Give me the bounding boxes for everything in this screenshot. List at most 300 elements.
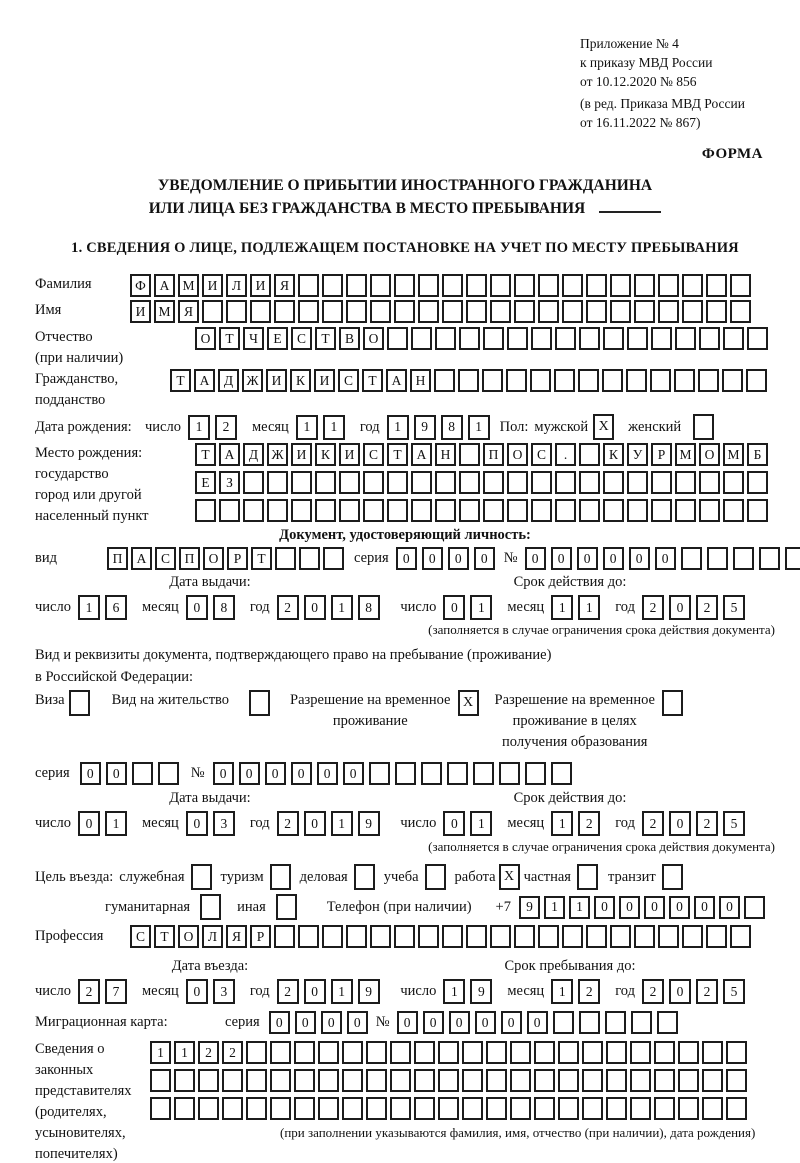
char-cell[interactable] xyxy=(411,499,432,522)
date-day-cell[interactable]: 1 xyxy=(188,415,210,440)
date-month-cell[interactable]: 1 xyxy=(551,979,573,1004)
char-cell[interactable] xyxy=(699,499,720,522)
char-cell[interactable]: 0 xyxy=(106,762,127,785)
char-cell[interactable]: 0 xyxy=(239,762,260,785)
date-day-cell[interactable]: 1 xyxy=(105,811,127,836)
char-cell[interactable] xyxy=(534,1041,555,1064)
char-cell[interactable] xyxy=(785,547,800,570)
char-cell[interactable] xyxy=(579,443,600,466)
char-cell[interactable] xyxy=(605,1011,626,1034)
char-cell[interactable]: 0 xyxy=(396,547,417,570)
char-cell[interactable]: И xyxy=(266,369,287,392)
char-cell[interactable] xyxy=(674,369,695,392)
char-cell[interactable] xyxy=(438,1097,459,1120)
char-cell[interactable] xyxy=(699,471,720,494)
char-cell[interactable] xyxy=(387,327,408,350)
char-cell[interactable] xyxy=(387,499,408,522)
char-cell[interactable] xyxy=(243,499,264,522)
char-cell[interactable]: Е xyxy=(267,327,288,350)
char-cell[interactable] xyxy=(733,547,754,570)
char-cell[interactable] xyxy=(174,1069,195,1092)
char-cell[interactable] xyxy=(730,274,751,297)
char-cell[interactable] xyxy=(486,1041,507,1064)
date-year-cell[interactable]: 9 xyxy=(414,415,436,440)
char-cell[interactable]: А xyxy=(219,443,240,466)
char-cell[interactable] xyxy=(603,327,624,350)
date-day-cell[interactable]: 2 xyxy=(78,979,100,1004)
char-cell[interactable] xyxy=(678,1069,699,1092)
char-cell[interactable] xyxy=(299,547,320,570)
char-cell[interactable]: А xyxy=(194,369,215,392)
date-year-cell[interactable]: 2 xyxy=(696,979,718,1004)
char-cell[interactable] xyxy=(586,274,607,297)
char-cell[interactable]: 0 xyxy=(397,1011,418,1034)
char-cell[interactable] xyxy=(553,1011,574,1034)
date-year-cell[interactable]: 5 xyxy=(723,595,745,620)
char-cell[interactable] xyxy=(483,471,504,494)
char-cell[interactable]: Ж xyxy=(242,369,263,392)
char-cell[interactable] xyxy=(730,300,751,323)
char-cell[interactable] xyxy=(459,499,480,522)
char-cell[interactable] xyxy=(579,499,600,522)
char-cell[interactable] xyxy=(610,925,631,948)
date-month-cell[interactable]: 1 xyxy=(551,811,573,836)
char-cell[interactable] xyxy=(602,369,623,392)
char-cell[interactable]: Р xyxy=(250,925,271,948)
char-cell[interactable]: 0 xyxy=(265,762,286,785)
char-cell[interactable]: М xyxy=(154,300,175,323)
char-cell[interactable]: С xyxy=(155,547,176,570)
char-cell[interactable] xyxy=(702,1069,723,1092)
date-year-cell[interactable]: 1 xyxy=(331,595,353,620)
char-cell[interactable]: 0 xyxy=(719,896,740,919)
char-cell[interactable] xyxy=(759,547,780,570)
char-cell[interactable] xyxy=(579,327,600,350)
char-cell[interactable] xyxy=(610,300,631,323)
char-cell[interactable] xyxy=(514,925,535,948)
char-cell[interactable]: З xyxy=(219,471,240,494)
char-cell[interactable] xyxy=(414,1097,435,1120)
char-cell[interactable]: И xyxy=(202,274,223,297)
purpose-transit-checkbox[interactable] xyxy=(662,864,683,890)
char-cell[interactable]: 1 xyxy=(569,896,590,919)
date-day-cell[interactable]: 0 xyxy=(443,595,465,620)
char-cell[interactable] xyxy=(634,300,655,323)
char-cell[interactable] xyxy=(390,1069,411,1092)
char-cell[interactable]: 0 xyxy=(694,896,715,919)
char-cell[interactable] xyxy=(226,300,247,323)
char-cell[interactable]: 1 xyxy=(150,1041,171,1064)
char-cell[interactable]: 9 xyxy=(519,896,540,919)
char-cell[interactable] xyxy=(339,471,360,494)
date-year-cell[interactable]: 2 xyxy=(277,595,299,620)
char-cell[interactable]: 0 xyxy=(525,547,546,570)
date-month-cell[interactable]: 1 xyxy=(578,595,600,620)
char-cell[interactable] xyxy=(654,1069,675,1092)
char-cell[interactable]: П xyxy=(483,443,504,466)
char-cell[interactable]: 0 xyxy=(343,762,364,785)
char-cell[interactable] xyxy=(438,1069,459,1092)
char-cell[interactable]: Ф xyxy=(130,274,151,297)
char-cell[interactable] xyxy=(421,762,442,785)
purpose-business-checkbox[interactable] xyxy=(354,864,375,890)
char-cell[interactable]: Я xyxy=(178,300,199,323)
date-year-cell[interactable]: 2 xyxy=(696,595,718,620)
char-cell[interactable] xyxy=(723,499,744,522)
date-year-cell[interactable]: 2 xyxy=(277,811,299,836)
char-cell[interactable] xyxy=(298,925,319,948)
char-cell[interactable]: . xyxy=(555,443,576,466)
date-month-cell[interactable]: 3 xyxy=(213,811,235,836)
char-cell[interactable] xyxy=(323,547,344,570)
char-cell[interactable] xyxy=(342,1069,363,1092)
char-cell[interactable] xyxy=(678,1041,699,1064)
char-cell[interactable]: Р xyxy=(227,547,248,570)
char-cell[interactable]: 0 xyxy=(619,896,640,919)
char-cell[interactable] xyxy=(682,925,703,948)
char-cell[interactable]: 0 xyxy=(527,1011,548,1034)
char-cell[interactable] xyxy=(246,1041,267,1064)
char-cell[interactable] xyxy=(579,471,600,494)
char-cell[interactable]: Е xyxy=(195,471,216,494)
char-cell[interactable] xyxy=(682,274,703,297)
char-cell[interactable] xyxy=(366,1041,387,1064)
char-cell[interactable] xyxy=(627,327,648,350)
char-cell[interactable] xyxy=(411,471,432,494)
date-year-cell[interactable]: 0 xyxy=(669,595,691,620)
char-cell[interactable] xyxy=(654,1041,675,1064)
char-cell[interactable] xyxy=(650,369,671,392)
char-cell[interactable] xyxy=(418,300,439,323)
char-cell[interactable] xyxy=(318,1041,339,1064)
visa-checkbox[interactable] xyxy=(69,690,90,716)
date-year-cell[interactable]: 2 xyxy=(696,811,718,836)
date-month-cell[interactable]: 2 xyxy=(578,979,600,1004)
char-cell[interactable] xyxy=(294,1097,315,1120)
char-cell[interactable]: И xyxy=(250,274,271,297)
char-cell[interactable] xyxy=(294,1041,315,1064)
char-cell[interactable] xyxy=(510,1097,531,1120)
date-day-cell[interactable]: 0 xyxy=(443,811,465,836)
char-cell[interactable]: К xyxy=(603,443,624,466)
char-cell[interactable]: 0 xyxy=(501,1011,522,1034)
char-cell[interactable] xyxy=(459,471,480,494)
char-cell[interactable] xyxy=(158,762,179,785)
char-cell[interactable] xyxy=(658,925,679,948)
char-cell[interactable]: 0 xyxy=(423,1011,444,1034)
char-cell[interactable] xyxy=(390,1041,411,1064)
char-cell[interactable] xyxy=(562,925,583,948)
date-month-cell[interactable]: 1 xyxy=(296,415,318,440)
char-cell[interactable] xyxy=(558,1097,579,1120)
char-cell[interactable] xyxy=(483,499,504,522)
char-cell[interactable]: П xyxy=(107,547,128,570)
char-cell[interactable]: 2 xyxy=(222,1041,243,1064)
char-cell[interactable]: 0 xyxy=(551,547,572,570)
char-cell[interactable] xyxy=(579,1011,600,1034)
char-cell[interactable] xyxy=(222,1097,243,1120)
char-cell[interactable] xyxy=(486,1069,507,1092)
char-cell[interactable] xyxy=(514,300,535,323)
char-cell[interactable]: О xyxy=(195,327,216,350)
char-cell[interactable] xyxy=(462,1097,483,1120)
char-cell[interactable] xyxy=(270,1069,291,1092)
char-cell[interactable] xyxy=(507,499,528,522)
char-cell[interactable] xyxy=(414,1069,435,1092)
char-cell[interactable]: Л xyxy=(226,274,247,297)
char-cell[interactable] xyxy=(411,327,432,350)
date-year-cell[interactable]: 0 xyxy=(304,595,326,620)
char-cell[interactable]: С xyxy=(291,327,312,350)
char-cell[interactable]: Т xyxy=(387,443,408,466)
date-day-cell[interactable]: 9 xyxy=(470,979,492,1004)
char-cell[interactable] xyxy=(744,896,765,919)
char-cell[interactable] xyxy=(651,327,672,350)
char-cell[interactable]: И xyxy=(291,443,312,466)
char-cell[interactable]: М xyxy=(675,443,696,466)
char-cell[interactable] xyxy=(627,499,648,522)
char-cell[interactable] xyxy=(438,1041,459,1064)
char-cell[interactable] xyxy=(267,499,288,522)
char-cell[interactable] xyxy=(651,499,672,522)
char-cell[interactable] xyxy=(322,925,343,948)
char-cell[interactable] xyxy=(270,1097,291,1120)
char-cell[interactable]: Л xyxy=(202,925,223,948)
date-month-cell[interactable]: 8 xyxy=(213,595,235,620)
char-cell[interactable] xyxy=(726,1097,747,1120)
char-cell[interactable] xyxy=(390,1097,411,1120)
char-cell[interactable] xyxy=(291,471,312,494)
char-cell[interactable] xyxy=(447,762,468,785)
date-year-cell[interactable]: 8 xyxy=(441,415,463,440)
char-cell[interactable] xyxy=(222,1069,243,1092)
char-cell[interactable] xyxy=(726,1069,747,1092)
char-cell[interactable]: О xyxy=(507,443,528,466)
char-cell[interactable]: 0 xyxy=(295,1011,316,1034)
date-day-cell[interactable]: 7 xyxy=(105,979,127,1004)
char-cell[interactable] xyxy=(651,471,672,494)
char-cell[interactable]: 0 xyxy=(448,547,469,570)
char-cell[interactable] xyxy=(394,274,415,297)
char-cell[interactable]: 0 xyxy=(213,762,234,785)
char-cell[interactable] xyxy=(466,274,487,297)
purpose-official-checkbox[interactable] xyxy=(191,864,212,890)
char-cell[interactable]: К xyxy=(315,443,336,466)
char-cell[interactable] xyxy=(458,369,479,392)
char-cell[interactable]: 0 xyxy=(347,1011,368,1034)
date-year-cell[interactable]: 5 xyxy=(723,811,745,836)
char-cell[interactable]: М xyxy=(178,274,199,297)
char-cell[interactable]: А xyxy=(411,443,432,466)
char-cell[interactable] xyxy=(462,1041,483,1064)
char-cell[interactable]: Ж xyxy=(267,443,288,466)
char-cell[interactable] xyxy=(459,327,480,350)
char-cell[interactable] xyxy=(722,369,743,392)
char-cell[interactable]: М xyxy=(723,443,744,466)
date-year-cell[interactable]: 8 xyxy=(358,595,380,620)
char-cell[interactable]: А xyxy=(386,369,407,392)
date-year-cell[interactable]: 2 xyxy=(277,979,299,1004)
char-cell[interactable] xyxy=(274,300,295,323)
char-cell[interactable] xyxy=(346,274,367,297)
char-cell[interactable] xyxy=(586,925,607,948)
char-cell[interactable] xyxy=(490,300,511,323)
char-cell[interactable] xyxy=(702,1097,723,1120)
char-cell[interactable] xyxy=(459,443,480,466)
char-cell[interactable]: 0 xyxy=(291,762,312,785)
char-cell[interactable] xyxy=(658,300,679,323)
date-year-cell[interactable]: 1 xyxy=(468,415,490,440)
purpose-study-checkbox[interactable] xyxy=(425,864,446,890)
char-cell[interactable] xyxy=(681,547,702,570)
date-month-cell[interactable]: 0 xyxy=(186,595,208,620)
char-cell[interactable]: У xyxy=(627,443,648,466)
date-year-cell[interactable]: 1 xyxy=(387,415,409,440)
char-cell[interactable] xyxy=(586,300,607,323)
date-day-cell[interactable]: 6 xyxy=(105,595,127,620)
char-cell[interactable] xyxy=(554,369,575,392)
char-cell[interactable] xyxy=(150,1069,171,1092)
char-cell[interactable]: 0 xyxy=(317,762,338,785)
char-cell[interactable] xyxy=(510,1069,531,1092)
char-cell[interactable] xyxy=(603,499,624,522)
date-day-cell[interactable]: 2 xyxy=(215,415,237,440)
char-cell[interactable] xyxy=(562,274,583,297)
char-cell[interactable]: В xyxy=(339,327,360,350)
char-cell[interactable] xyxy=(250,300,271,323)
char-cell[interactable]: С xyxy=(531,443,552,466)
char-cell[interactable]: 0 xyxy=(655,547,676,570)
char-cell[interactable] xyxy=(707,547,728,570)
char-cell[interactable] xyxy=(174,1097,195,1120)
char-cell[interactable] xyxy=(675,327,696,350)
char-cell[interactable] xyxy=(414,1041,435,1064)
date-month-cell[interactable]: 3 xyxy=(213,979,235,1004)
char-cell[interactable] xyxy=(322,300,343,323)
char-cell[interactable] xyxy=(339,499,360,522)
char-cell[interactable] xyxy=(370,925,391,948)
char-cell[interactable] xyxy=(442,274,463,297)
char-cell[interactable] xyxy=(730,925,751,948)
char-cell[interactable]: 0 xyxy=(669,896,690,919)
char-cell[interactable] xyxy=(514,274,535,297)
char-cell[interactable] xyxy=(369,762,390,785)
char-cell[interactable] xyxy=(510,1041,531,1064)
char-cell[interactable] xyxy=(531,499,552,522)
char-cell[interactable] xyxy=(630,1097,651,1120)
char-cell[interactable]: Д xyxy=(218,369,239,392)
char-cell[interactable]: Т xyxy=(315,327,336,350)
char-cell[interactable] xyxy=(315,499,336,522)
char-cell[interactable] xyxy=(654,1097,675,1120)
char-cell[interactable] xyxy=(243,471,264,494)
char-cell[interactable]: 1 xyxy=(174,1041,195,1064)
char-cell[interactable] xyxy=(675,471,696,494)
char-cell[interactable] xyxy=(387,471,408,494)
purpose-humanitarian-checkbox[interactable] xyxy=(200,894,221,920)
temp-residence-edu-checkbox[interactable] xyxy=(662,690,683,716)
char-cell[interactable] xyxy=(702,1041,723,1064)
char-cell[interactable] xyxy=(706,274,727,297)
char-cell[interactable]: 2 xyxy=(198,1041,219,1064)
char-cell[interactable]: К xyxy=(290,369,311,392)
char-cell[interactable]: А xyxy=(131,547,152,570)
char-cell[interactable] xyxy=(298,300,319,323)
char-cell[interactable] xyxy=(678,1097,699,1120)
date-year-cell[interactable]: 0 xyxy=(304,979,326,1004)
char-cell[interactable] xyxy=(298,274,319,297)
char-cell[interactable] xyxy=(442,300,463,323)
char-cell[interactable] xyxy=(322,274,343,297)
char-cell[interactable] xyxy=(318,1097,339,1120)
char-cell[interactable] xyxy=(198,1069,219,1092)
char-cell[interactable] xyxy=(462,1069,483,1092)
char-cell[interactable] xyxy=(658,274,679,297)
date-day-cell[interactable]: 1 xyxy=(470,595,492,620)
char-cell[interactable] xyxy=(486,1097,507,1120)
char-cell[interactable] xyxy=(675,499,696,522)
char-cell[interactable] xyxy=(634,925,655,948)
char-cell[interactable] xyxy=(706,925,727,948)
date-year-cell[interactable]: 1 xyxy=(331,979,353,1004)
char-cell[interactable] xyxy=(219,499,240,522)
char-cell[interactable] xyxy=(538,925,559,948)
char-cell[interactable] xyxy=(606,1069,627,1092)
char-cell[interactable] xyxy=(698,369,719,392)
char-cell[interactable] xyxy=(506,369,527,392)
date-month-cell[interactable]: 1 xyxy=(551,595,573,620)
char-cell[interactable]: Т xyxy=(362,369,383,392)
char-cell[interactable] xyxy=(366,1069,387,1092)
char-cell[interactable] xyxy=(490,925,511,948)
char-cell[interactable] xyxy=(682,300,703,323)
char-cell[interactable] xyxy=(370,300,391,323)
char-cell[interactable] xyxy=(442,925,463,948)
char-cell[interactable] xyxy=(490,274,511,297)
char-cell[interactable]: 0 xyxy=(603,547,624,570)
char-cell[interactable]: Р xyxy=(651,443,672,466)
date-month-cell[interactable]: 2 xyxy=(578,811,600,836)
char-cell[interactable] xyxy=(482,369,503,392)
char-cell[interactable] xyxy=(606,1097,627,1120)
char-cell[interactable] xyxy=(630,1069,651,1092)
residence-permit-checkbox[interactable] xyxy=(249,690,270,716)
char-cell[interactable] xyxy=(418,925,439,948)
date-year-cell[interactable]: 2 xyxy=(642,811,664,836)
date-year-cell[interactable]: 0 xyxy=(669,979,691,1004)
char-cell[interactable] xyxy=(746,369,767,392)
char-cell[interactable]: И xyxy=(130,300,151,323)
sex-male-checkbox[interactable]: X xyxy=(593,414,614,440)
char-cell[interactable] xyxy=(610,274,631,297)
date-year-cell[interactable]: 2 xyxy=(642,979,664,1004)
char-cell[interactable]: 0 xyxy=(269,1011,290,1034)
char-cell[interactable] xyxy=(538,274,559,297)
purpose-private-checkbox[interactable] xyxy=(577,864,598,890)
char-cell[interactable] xyxy=(363,471,384,494)
char-cell[interactable] xyxy=(270,1041,291,1064)
char-cell[interactable]: П xyxy=(179,547,200,570)
char-cell[interactable] xyxy=(346,300,367,323)
char-cell[interactable] xyxy=(531,471,552,494)
char-cell[interactable]: 1 xyxy=(544,896,565,919)
char-cell[interactable] xyxy=(558,1069,579,1092)
char-cell[interactable]: Т xyxy=(195,443,216,466)
date-month-cell[interactable]: 0 xyxy=(186,979,208,1004)
char-cell[interactable] xyxy=(627,471,648,494)
char-cell[interactable] xyxy=(582,1041,603,1064)
date-month-cell[interactable]: 1 xyxy=(323,415,345,440)
